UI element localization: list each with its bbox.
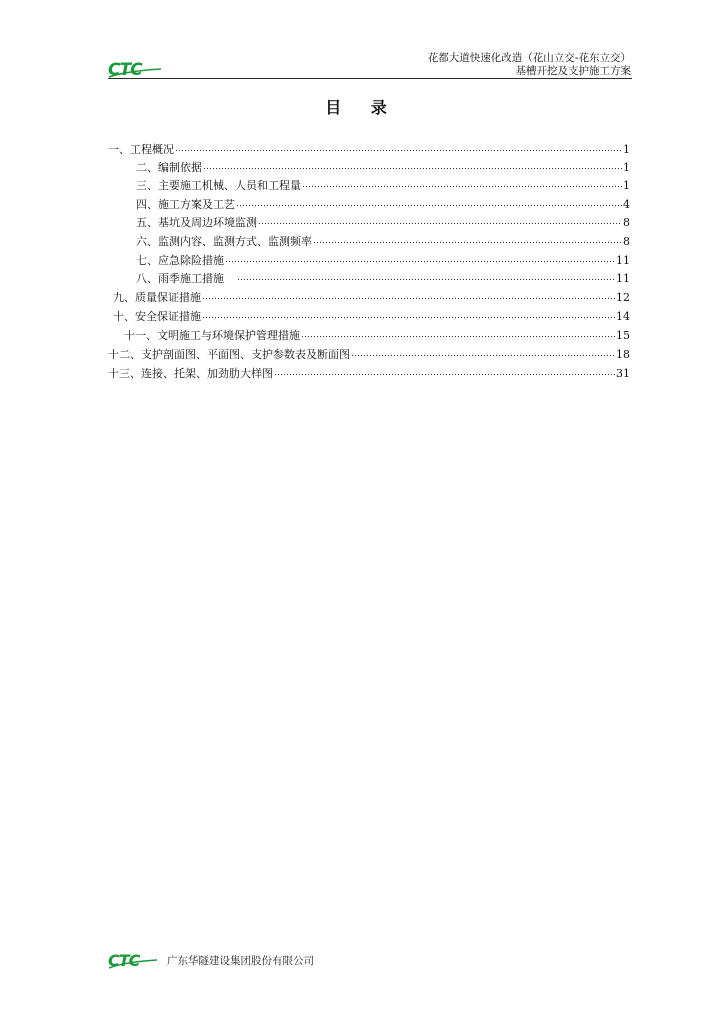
toc-leader xyxy=(225,248,615,264)
toc-leader xyxy=(302,173,622,189)
toc-entry[interactable] xyxy=(113,285,630,304)
ctc-logo-text: CTC xyxy=(108,951,140,969)
toc-entry-page: 18 xyxy=(616,348,630,361)
page-title: 目 录 xyxy=(325,98,399,117)
toc-entry-label: 四、施工方案及工艺 xyxy=(136,198,235,211)
header-text xyxy=(428,52,631,78)
toc-leader xyxy=(202,304,615,320)
toc-entry-page: 14 xyxy=(616,310,630,323)
toc-entry-page: 15 xyxy=(616,329,630,342)
ctc-logo-text: CTC xyxy=(108,60,142,78)
toc-entry[interactable] xyxy=(136,210,630,229)
toc-leader xyxy=(274,361,615,377)
document-name: 基槽开挖及支护施工方案 xyxy=(515,65,631,77)
toc-entry-page: 8 xyxy=(623,235,630,248)
toc-entry-page: 1 xyxy=(623,161,630,174)
toc-entry[interactable] xyxy=(124,323,630,342)
toc-entry[interactable] xyxy=(108,137,630,156)
toc-entry-page: 31 xyxy=(616,367,630,380)
toc-entry[interactable] xyxy=(136,173,630,192)
toc-entry[interactable] xyxy=(136,192,630,211)
toc-entry-page: 1 xyxy=(623,143,630,156)
toc-leader xyxy=(258,210,622,226)
toc-entry-label: 三、主要施工机械、人员和工程量 xyxy=(136,179,301,192)
toc-entry-page: 1 xyxy=(623,179,630,192)
company-name: 广东华隧建设集团股份有限公司 xyxy=(167,954,314,967)
toc-leader xyxy=(237,266,615,282)
toc-leader xyxy=(175,137,622,153)
ctc-logo xyxy=(107,952,159,969)
toc-entry[interactable] xyxy=(113,304,630,323)
toc-entry-label: 五、基坑及周边环境监测 xyxy=(136,216,257,229)
toc-entry-label: 十一、文明施工与环境保护管理措施 xyxy=(124,329,300,342)
header-divider xyxy=(108,78,632,79)
toc-entry[interactable] xyxy=(108,361,630,380)
toc-entry-label: 九、质量保证措施 xyxy=(113,291,201,304)
toc-leader xyxy=(301,323,615,339)
toc-entry-page: 4 xyxy=(623,198,630,211)
toc-entry[interactable] xyxy=(108,342,630,361)
page-header xyxy=(107,52,631,78)
toc-entry-page: 11 xyxy=(616,254,630,267)
toc-entry[interactable] xyxy=(136,248,630,267)
project-name: 花都大道快速化改造（花山立交-花东立交） xyxy=(427,52,631,64)
toc-entry-page: 12 xyxy=(616,291,630,304)
ctc-logo xyxy=(107,60,163,78)
toc-entry[interactable] xyxy=(136,155,630,174)
toc-entry-label: 七、应急除险措施 xyxy=(136,254,224,267)
toc-entry-page: 11 xyxy=(616,272,630,285)
toc-entry-label: 八、雨季施工措施 xyxy=(136,272,224,285)
toc-leader xyxy=(351,342,615,358)
toc-leader xyxy=(236,192,622,208)
toc-entry-label: 十、安全保证措施 xyxy=(113,310,201,323)
toc-leader xyxy=(313,229,622,245)
toc-entry-label: 十二、支护剖面图、平面图、支护参数表及断面图 xyxy=(108,348,350,361)
toc-leader xyxy=(203,155,622,171)
toc-entry-label: 六、监测内容、监测方式、监测频率 xyxy=(136,235,312,248)
toc-entry-label: 一、工程概况 xyxy=(108,143,174,156)
toc-entry-label: 十三、连接、托架、加劲肋大样图 xyxy=(108,367,273,380)
toc-entry-page: 8 xyxy=(623,216,630,229)
toc-entry-label: 二、编制依据 xyxy=(136,161,202,174)
toc-entry[interactable] xyxy=(136,266,630,285)
toc-entry[interactable] xyxy=(136,229,630,248)
page-footer xyxy=(107,950,314,970)
toc-leader xyxy=(202,285,615,301)
